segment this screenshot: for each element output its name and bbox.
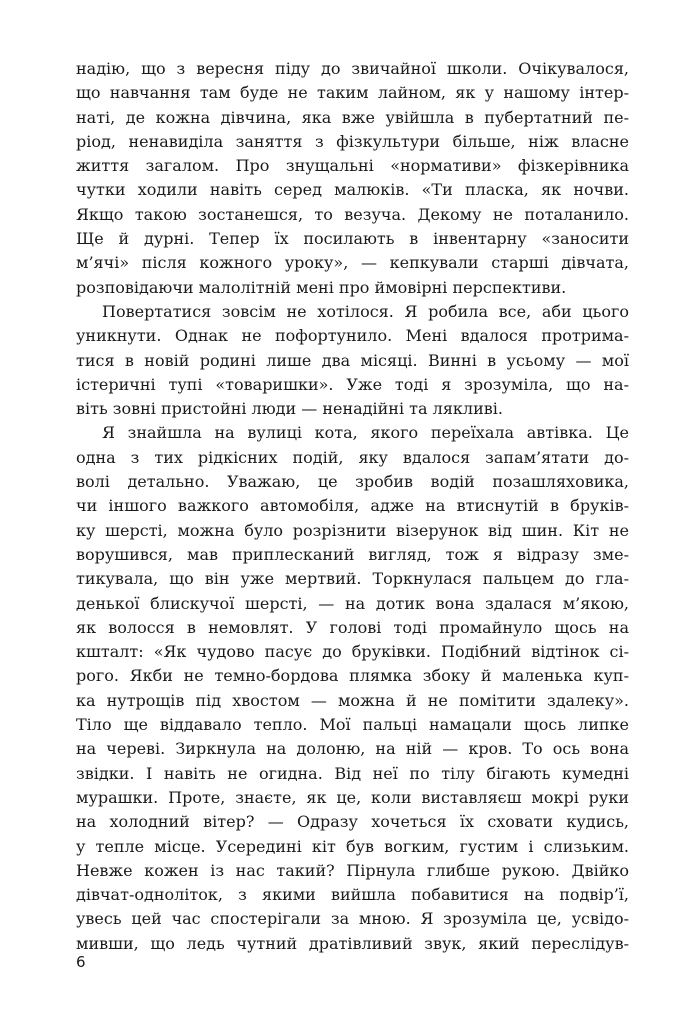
text-line: ку шерсті, можна було розрізнити візерунок від шин. Кіт не	[76, 520, 629, 540]
text-line: волі детально. Уважаю, це зробив водій позашляховика,	[76, 472, 629, 492]
text-line: дівчат-одноліток, з якими вийшла побавитися на подвір’ї,	[76, 885, 629, 905]
text-line: мурашки. Проте, знаєте, як це, коли виставляєш мокрі руки	[76, 787, 629, 807]
text-line: життя загалом. Про знущальні «нормативи» фізкерівника	[76, 156, 629, 176]
text-line: рого. Якби не темно-бордова плямка збоку й маленька куп-	[76, 666, 629, 686]
text-line: що навчання там буде не таким лайном, як у нашому інтер-	[76, 83, 629, 103]
text-line: чутки ходили навіть серед малюків. «Ти пласка, як ночви.	[76, 180, 629, 200]
text-line: чи іншого важкого автомобіля, адже на втиснутій в бруків-	[76, 496, 629, 516]
text-line: тикувала, що він уже мертвий. Торкнулася пальцем до гла-	[76, 569, 629, 589]
text-line: мивши, що ледь чутний дратівливий звук, який переслідув-	[76, 933, 629, 953]
text-line: Тіло ще віддавало тепло. Мої пальці намацали щось липке	[76, 715, 629, 735]
text-line: денької блискучої шерсті, — на дотик вона здалася м’якою,	[76, 593, 629, 613]
text-line: ка нутрощів під хвостом — можна й не помітити здалеку».	[76, 690, 629, 710]
text-line: Невже кожен із нас такий? Пірнула глибше рукою. Двійко	[76, 860, 629, 880]
text-line: кшталт: «Як чудово пасує до бруківки. Подібний відтінок сі-	[76, 642, 629, 662]
body-text	[76, 57, 629, 956]
text-line: звідки. І навіть не огидна. Від неї по тілу бігають кумедні	[76, 763, 629, 783]
text-line: надію, що з вересня піду до звичайної школи. Очікувалося,	[76, 59, 629, 78]
text-line: на холодний вітер? — Одразу хочеться їх сховати кудись,	[76, 812, 629, 832]
page-number: 6	[76, 953, 86, 971]
text-line: віть зовні пристойні люди — ненадійні та лякливі.	[76, 399, 503, 419]
text-line: Я знайшла на вулиці кота, якого переїхала автівка. Це	[102, 423, 629, 443]
text-line: як волосся в немовлят. У голові тоді промайнуло щось на	[76, 617, 629, 637]
text-line: одна з тих рідкісних подій, яку вдалося запам’ятати до-	[76, 447, 629, 467]
text-line: на череві. Зиркнула на долоню, на ній — кров. То ось вона	[76, 739, 629, 759]
text-line: Ще й дурні. Тепер їх посилають в інвентарну «заносити	[76, 229, 629, 249]
text-line: розповідаючи малолітній мені про ймовірні перспективи.	[76, 277, 567, 297]
text-line: увесь цей час спостерігали за мною. Я зрозуміла це, усвідо-	[76, 909, 629, 929]
text-line: м’ячі» після кожного уроку», — кепкували старші дівчата,	[76, 253, 629, 273]
text-line: уникнути. Однак не пофортунило. Мені вдалося протрима-	[76, 326, 629, 346]
text-line: тися в новій родині лише два місяці. Винні в усьому — мої	[76, 350, 629, 370]
text-line: істеричні тупі «товаришки». Уже тоді я зрозуміла, що на-	[76, 374, 629, 394]
text-line: у тепле місце. Усередині кіт був вогким, густим і слизьким.	[76, 836, 629, 856]
text-line: ріод, ненавиділа заняття з фізкультури більше, ніж власне	[76, 131, 629, 151]
text-line: Якщо такою зостанешся, то везуча. Декому не поталанило.	[76, 204, 629, 224]
text-line: Повертатися зовсім не хотілося. Я робила все, аби цього	[102, 301, 629, 321]
text-line: наті, де кожна дівчина, яка вже увійшла в пубертатний пе-	[76, 107, 629, 127]
text-line: ворушився, мав приплесканий вигляд, тож я відразу зме-	[76, 544, 629, 564]
